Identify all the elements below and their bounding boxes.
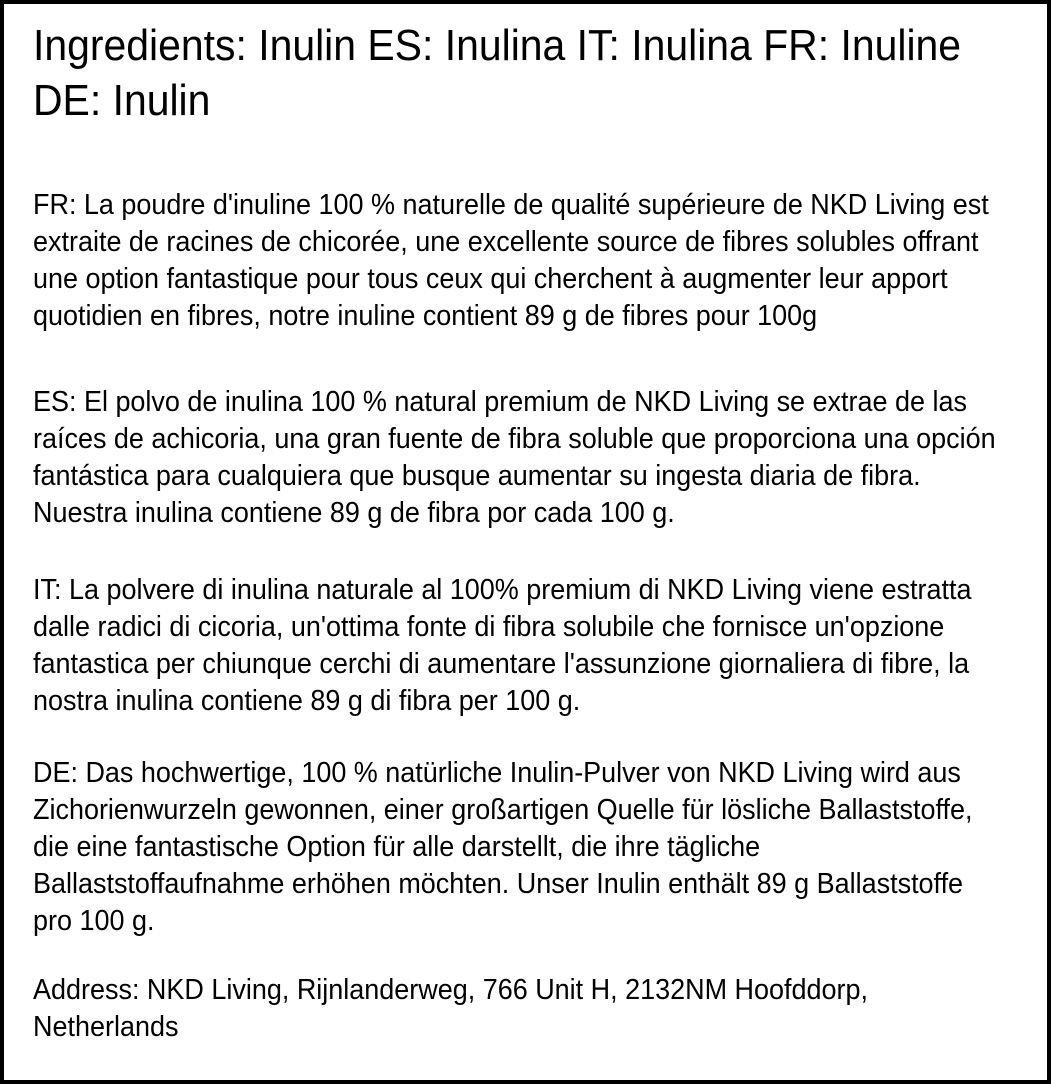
paragraph-address (33, 972, 1051, 1046)
paragraph-it-description (33, 572, 1051, 720)
text-line: extraite de racines de chicorée, une excellente source de fibres solubles offrant (33, 226, 979, 258)
paragraph-de-description (33, 755, 1051, 940)
text-line: nostra inulina contiene 89 g di fibra per 100 g. (33, 685, 581, 717)
text-line: dalle radici di cicoria, un'ottima fonte di fibra solubile che fornisce un'opzione (33, 611, 945, 643)
text-line: Ingredients: Inulin ES: Inulina IT: Inulina FR: Inuline (33, 21, 962, 70)
text-line: Nuestra inulina contiene 89 g de fibra por cada 100 g. (33, 497, 675, 529)
text-line: fantástica para cualquiera que busque aumentar su ingesta diaria de fibra. (33, 460, 921, 492)
text-line: FR: La poudre d'inuline 100 % naturelle de qualité supérieure de NKD Living est (33, 189, 989, 221)
text-line: raíces de achicoria, una gran fuente de fibra soluble que proporciona una opción (33, 423, 996, 455)
text-line: ES: El polvo de inulina 100 % natural premium de NKD Living se extrae de las (33, 386, 967, 418)
text-line: une option fantastique pour tous ceux qui cherchent à augmenter leur apport (33, 263, 948, 295)
ingredients-title (33, 18, 1051, 128)
text-line: pro 100 g. (33, 905, 155, 937)
text-line: Zichorienwurzeln gewonnen, einer großartigen Quelle für lösliche Ballaststoffe, (33, 794, 973, 826)
text-line: DE: Inulin (33, 76, 211, 125)
label-content (33, 18, 1051, 1046)
text-line: DE: Das hochwertige, 100 % natürliche Inulin-Pulver von NKD Living wird aus (33, 757, 961, 789)
text-line: Address: NKD Living, Rijnlanderweg, 766 Unit H, 2132NM Hoofddorp, (33, 974, 868, 1006)
paragraph-es-description (33, 384, 1051, 532)
text-line: quotidien en fibres, notre inuline contient 89 g de fibres pour 100g (33, 300, 818, 332)
text-line: die eine fantastische Option für alle darstellt, die ihre tägliche (33, 831, 761, 863)
paragraph-fr-description (33, 187, 1051, 335)
text-line: Ballaststoffaufnahme erhöhen möchten. Unser Inulin enthält 89 g Ballaststoffe (33, 868, 964, 900)
text-line: IT: La polvere di inulina naturale al 100% premium di NKD Living viene estratta (33, 574, 972, 606)
text-line: fantastica per chiunque cerchi di aumentare l'assunzione giornaliera di fibre, la (33, 648, 970, 680)
text-line: Netherlands (33, 1011, 179, 1043)
